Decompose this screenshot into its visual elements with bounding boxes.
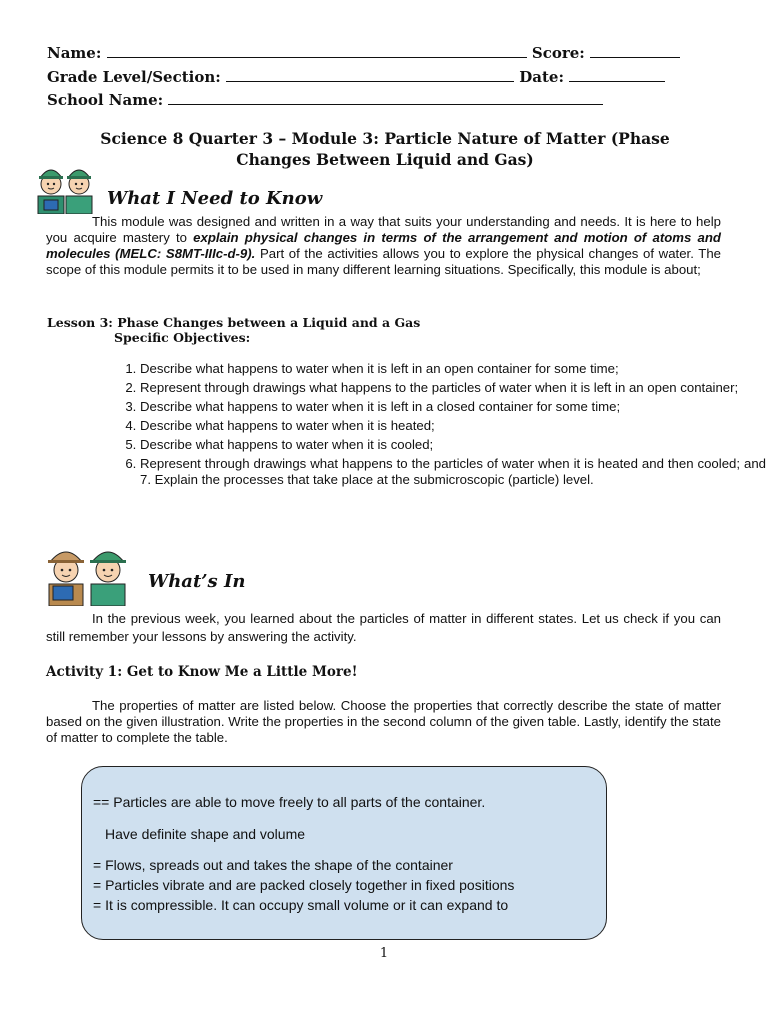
lesson-title: Lesson 3: Phase Changes between a Liquid and a Gas — [47, 315, 421, 330]
objective-item: 1. Describe what happens to water when it is left in an open container for some time; — [140, 361, 766, 377]
students-reading-icon — [36, 156, 98, 214]
objective-item: 2. Represent through drawings what happens to the particles of water when it is left in an open container; — [140, 380, 766, 396]
school-row — [47, 91, 603, 109]
property-item: = Flows, spreads out and takes the shape of the container — [93, 857, 453, 873]
page-number: 1 — [379, 946, 389, 961]
score-field[interactable] — [590, 44, 680, 58]
score-label: Score: — [531, 44, 585, 62]
property-item: == Particles are able to move freely to all parts of the container. — [93, 794, 486, 810]
grade-field[interactable] — [226, 68, 514, 82]
activity-text: The properties of matter are listed below. Choose the properties that correctly describe the state of matter based on the given illustration. Write the properties in the second column of the given table. Lastly, identify the state of matter to complete the table. — [46, 698, 721, 745]
school-field[interactable] — [168, 91, 603, 105]
activity-paragraph — [46, 698, 721, 746]
intro-paragraph — [46, 214, 721, 278]
what-i-need-to-know-heading: What I Need to Know — [107, 188, 323, 209]
whats-in-text: In the previous week, you learned about the particles of matter in different states. Let us check if you can still remember your lessons by answering the activity. — [46, 611, 721, 644]
module-title — [40, 128, 730, 170]
objective-item: 6. Represent through drawings what happens to the particles of water when it is heated and then cooled; and 7. Explain the processes that take place at the submicroscopic (particle) level. — [140, 456, 766, 488]
module-title-line-1: Science 8 Quarter 3 – Module 3: Particle Nature of Matter (Phase — [100, 129, 670, 148]
whats-in-heading: What’s In — [148, 571, 246, 592]
objective-item: 4. Describe what happens to water when it is heated; — [140, 418, 766, 434]
intro-text-b: Part of the activities allows you to explore the physical changes of water. The scope of this module permits it to be used in many different learning situations. Specifically, this module is about; — [46, 246, 721, 277]
students-studying-icon — [45, 540, 131, 606]
name-row — [47, 44, 680, 62]
grade-label: Grade Level/Section: — [47, 68, 221, 86]
objective-item: 5. Describe what happens to water when it is cooled; — [140, 437, 766, 453]
objectives-label: Specific Objectives: — [114, 330, 251, 345]
module-title-line-2: Changes Between Liquid and Gas) — [236, 150, 534, 169]
objectives-list — [96, 361, 766, 491]
grade-row — [47, 68, 665, 86]
property-item: Have definite shape and volume — [105, 826, 306, 842]
intro-text-a: This module was designed and written in a way that suits your understanding and needs. It is here to help you acquire mastery to — [46, 214, 721, 245]
whats-in-paragraph — [46, 610, 721, 646]
name-field[interactable] — [107, 44, 527, 58]
date-label: Date: — [519, 68, 565, 86]
intro-melc: explain physical changes in terms of the arrangement and motion of atoms and molecules (MELC: S8MT-IIIc-d-9). — [46, 230, 721, 261]
property-item: = It is compressible. It can occupy small volume or it can expand to — [93, 897, 509, 913]
activity-title: Activity 1: Get to Know Me a Little More! — [46, 664, 358, 680]
name-label: Name: — [47, 44, 102, 62]
property-item: = Particles vibrate and are packed closely together in fixed positions — [93, 877, 515, 893]
date-field[interactable] — [569, 68, 665, 82]
properties-box — [81, 766, 607, 940]
school-label: School Name: — [47, 91, 164, 109]
objective-item: 3. Describe what happens to water when it is left in a closed container for some time; — [140, 399, 766, 415]
